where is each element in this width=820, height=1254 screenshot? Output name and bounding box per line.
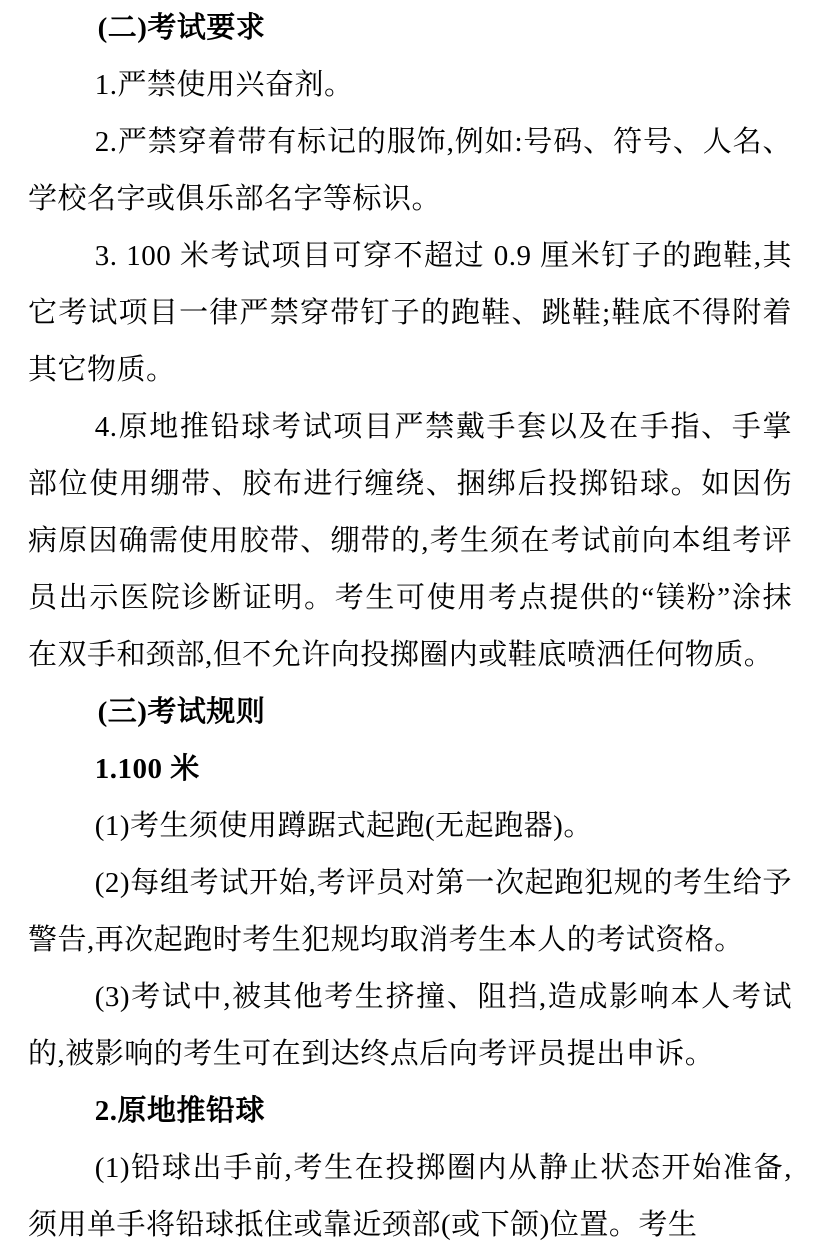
subheading-shot-put: 2.原地推铅球 — [94, 1095, 265, 1127]
section-heading-exam-rules: (三)考试规则 — [97, 696, 266, 728]
subheading-100m: 1.100 米 — [94, 753, 200, 785]
paragraph-100m-rule-2: (2)每组考试开始,考评员对第一次起跑犯规的考生给予警告,再次起跑时考生犯规均取消考生本人的考试资格。 — [28, 867, 792, 956]
paragraph-100m-rule-3: (3)考试中,被其他考生挤撞、阻挡,造成影响本人考试的,被影响的考生可在到达终点后向考评员提出申诉。 — [28, 981, 792, 1070]
paragraph-rule-3: 3. 100 米考试项目可穿不超过 0.9 厘米钉子的跑鞋,其它考试项目一律严禁穿带钉子的跑鞋、跳鞋;鞋底不得附着其它物质。 — [28, 240, 792, 386]
paragraph-rule-2: 2.严禁穿着带有标记的服饰,例如:号码、符号、人名、学校名字或俱乐部名字等标识。 — [28, 126, 792, 215]
paragraph-shot-put-rule-1: (1)铅球出手前,考生在投掷圈内从静止状态开始准备,须用单手将铅球抵住或靠近颈部(或下颌)位置。考生 — [28, 1152, 792, 1241]
paragraph-rule-4: 4.原地推铅球考试项目严禁戴手套以及在手指、手掌部位使用绷带、胶布进行缠绕、捆绑后投掷铅球。如因伤病原因确需使用胶带、绷带的,考生须在考试前向本组考评员出示医院诊断证明。考生可使用考点提供的“镁粉”涂抹在双手和颈部,但不允许向投掷圈内或鞋底喷洒任何物质。 — [28, 411, 792, 671]
paragraph-rule-1: 1.严禁使用兴奋剂。 — [94, 69, 354, 101]
section-heading-exam-requirements: (二)考试要求 — [97, 12, 266, 44]
paragraph-100m-rule-1: (1)考生须使用蹲踞式起跑(无起跑器)。 — [94, 810, 593, 842]
